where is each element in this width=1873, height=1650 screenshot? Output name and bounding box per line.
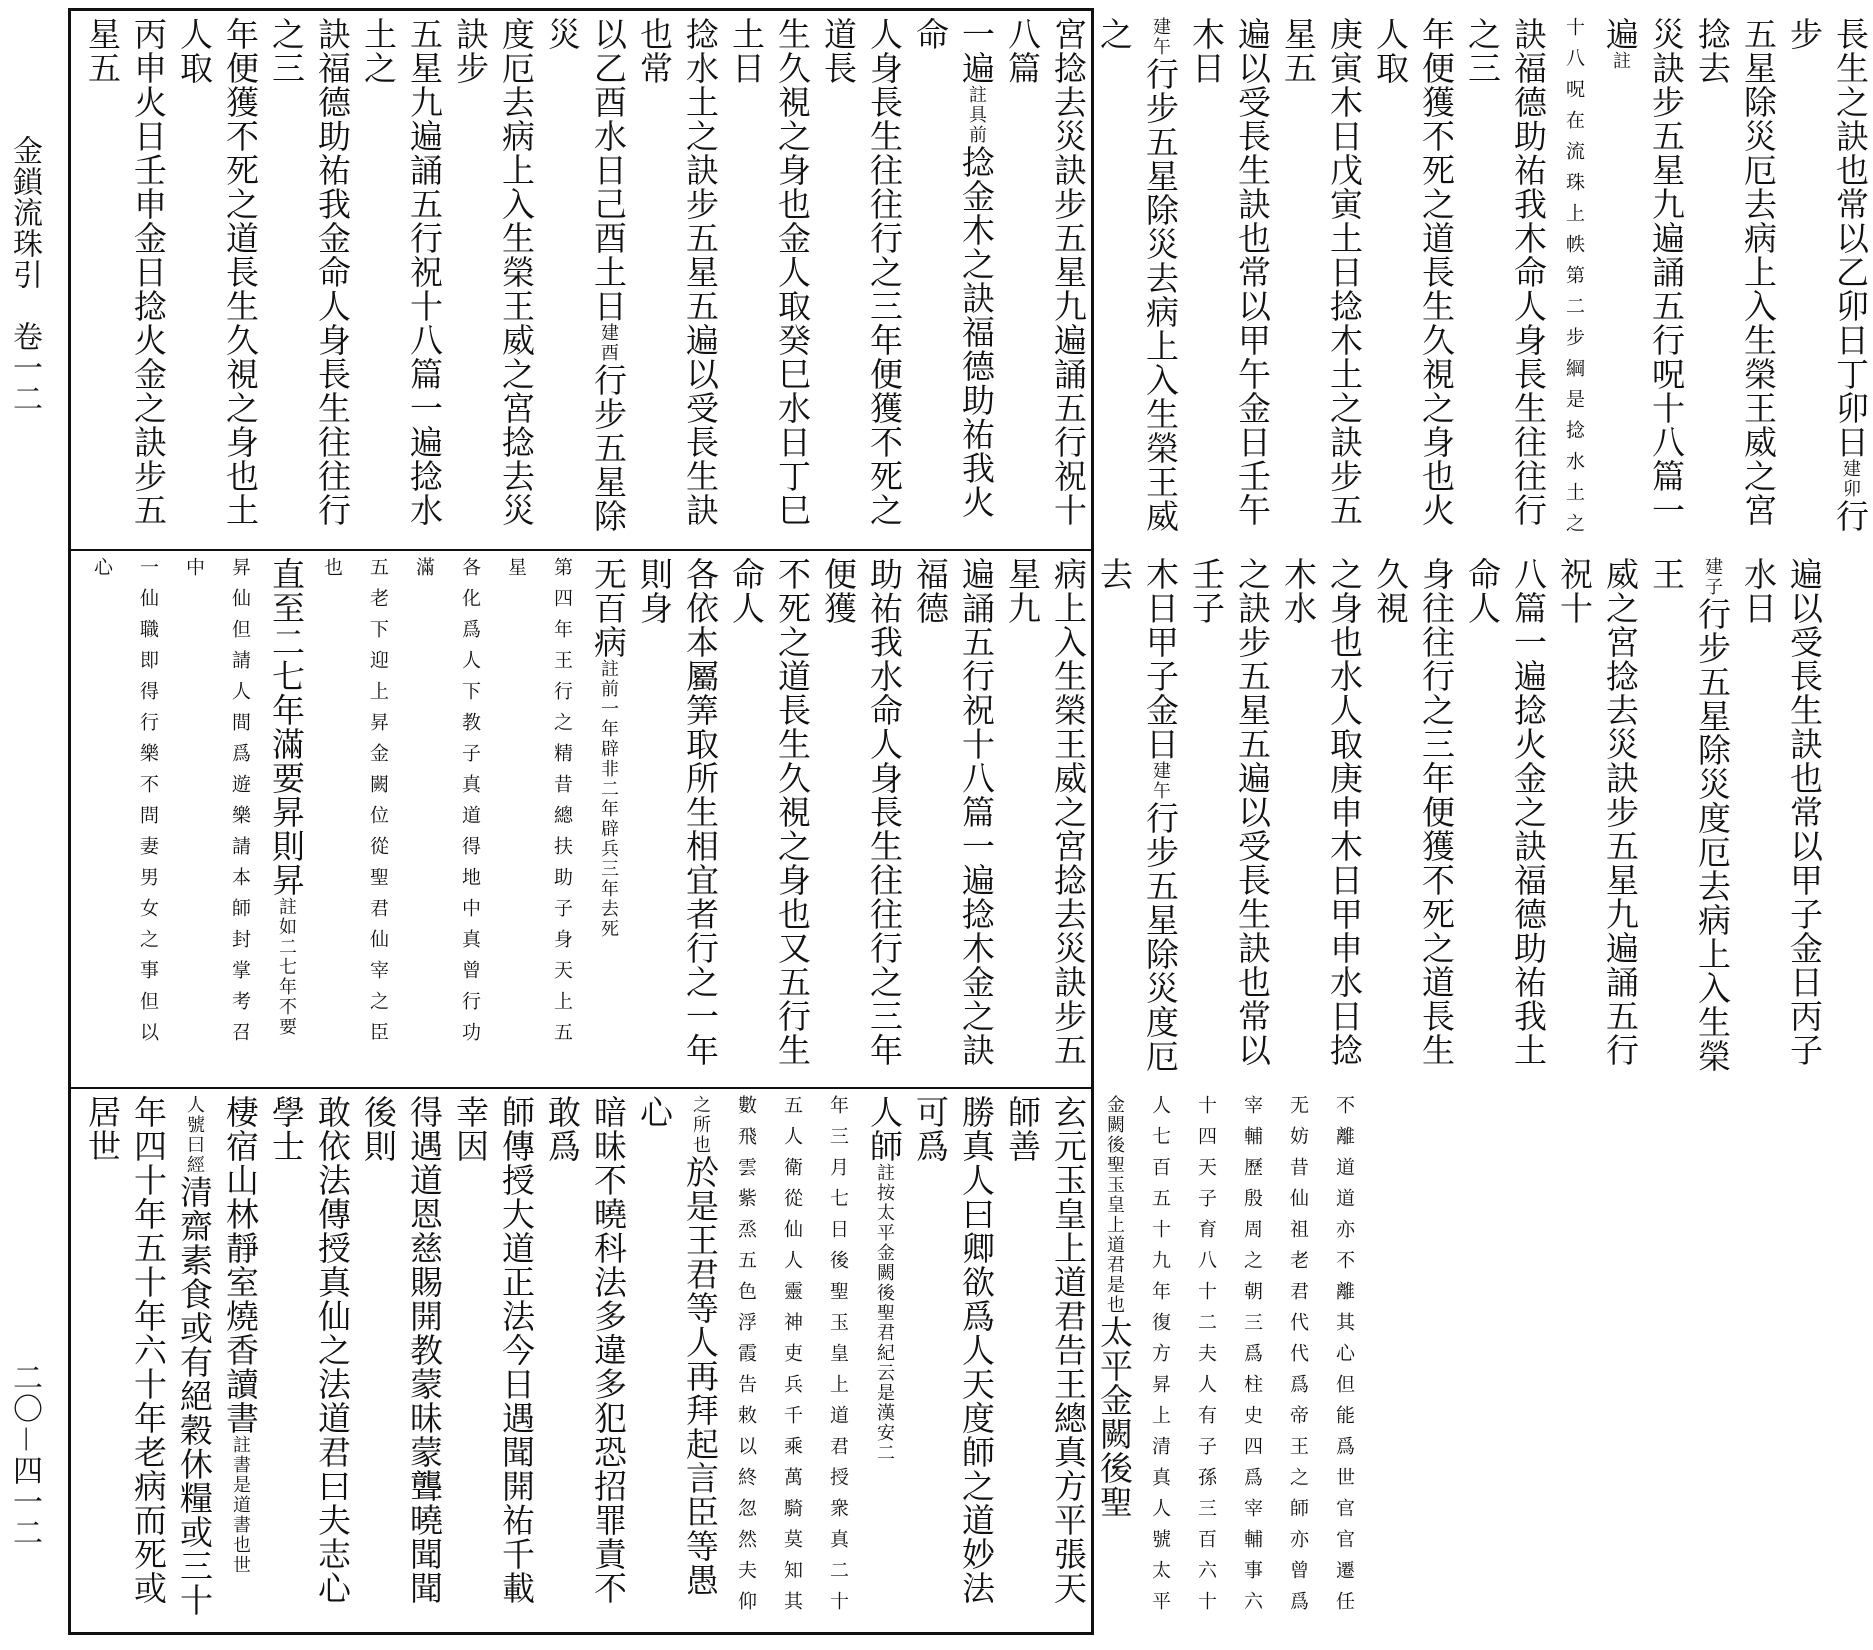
text-column: [1459, 17, 1551, 545]
column-text: 八篇一遍捻火金之訣福德助祐我土命人: [1463, 557, 1548, 1067]
text-column: [907, 1095, 999, 1628]
column-text: 災訣步五星九遍誦五行呪十八篇一遍: [1601, 17, 1686, 527]
column-text: 十八呪在流珠上帙第二步綱是: [1563, 17, 1585, 420]
column-text: 行步五星除災度厄去病上入生榮王: [1647, 557, 1732, 1073]
upper-block: [71, 11, 1870, 549]
column-text: 不死之道長生久視之身也又五行生命人: [727, 557, 812, 1067]
page-frame: [68, 8, 1870, 1635]
text-column: [1275, 1095, 1321, 1628]
text-column: [907, 557, 999, 1083]
column-text: 捻金木之訣福德助祐我火命: [911, 17, 996, 519]
text-column: [539, 1095, 631, 1628]
column-note: 註前一年辟非二年辟兵三年去死: [598, 659, 619, 939]
column-text: 丙申火日壬申金日捻火金之訣步五星五: [83, 17, 168, 527]
column-text: 五人衛從仙人靈神吏兵千乘萬騎莫知其: [781, 1095, 803, 1622]
text-column: [723, 557, 815, 1083]
text-column: [309, 557, 401, 1083]
text-column: [1091, 557, 1183, 1083]
column-text: 得遇道恩慈賜開教蒙昧蒙聾曉聞聞後則: [359, 1095, 444, 1605]
text-column: [355, 17, 447, 545]
text-column: [1551, 17, 1597, 545]
column-text: 一仙職即得行樂不問妻男女之事但以心: [91, 557, 159, 1053]
column-text: 之訣步五星五遍以受長生訣也常以壬子: [1187, 557, 1272, 1067]
text-column: [171, 557, 263, 1083]
text-column: [447, 17, 539, 545]
column-text: 十四天子育八十二夫人有子孫三百六十: [1195, 1095, 1217, 1622]
text-column: [493, 557, 585, 1083]
text-column: [1689, 17, 1781, 545]
text-column: [769, 1095, 815, 1628]
column-note: 註如二七年不要: [276, 897, 297, 1037]
column-text: 木日甲子金日: [1141, 557, 1180, 761]
text-column: [999, 17, 1091, 545]
text-column: [631, 1095, 723, 1628]
column-text: 之身也水人取庚申木日甲申水日捻木水: [1279, 557, 1364, 1067]
text-column: [1091, 1095, 1137, 1628]
column-text: 病上入生榮王威之宮捻去災訣步五星九: [1003, 557, 1088, 1067]
column-text: 年三月七日後聖玉皇上道君授衆真二十: [827, 1095, 849, 1622]
text-column: [263, 17, 355, 545]
column-text: 宰輔歷殷周之朝三爲柱史四爲宰輔事六: [1241, 1095, 1263, 1622]
book-title: 金鎖流珠引 卷一二: [7, 135, 42, 414]
text-column: [1459, 557, 1551, 1083]
text-column: [1597, 17, 1689, 545]
text-column: [217, 1095, 263, 1628]
column-text: 第四年王行之精昔總扶助子身天上五星: [505, 557, 573, 1053]
column-text: 生久視之身也金人取癸巳水日丁巳土日: [727, 17, 812, 527]
column-text: 勝真人曰卿欲爲人天度師之道妙法可爲: [911, 1095, 996, 1605]
column-text: 庚寅木日戊寅土日捻木土之訣步五星五: [1279, 17, 1364, 527]
column-note: 人號曰經: [184, 1095, 205, 1175]
column-note: 建酉: [598, 323, 619, 363]
text-column: [1367, 17, 1459, 545]
text-column: [1183, 17, 1275, 545]
text-column: [355, 1095, 447, 1628]
column-text: 各依本屬筭取所生相宜者行之一年則身: [635, 557, 720, 1067]
text-column: [1091, 17, 1183, 545]
column-text: 敢依法傳授真仙之法道君曰夫志心學士: [267, 1095, 352, 1605]
column-note: 註書是道書也世: [230, 1435, 251, 1575]
column-text: 五星除災厄去病上入生榮王威之宮捻去: [1693, 17, 1778, 527]
text-column: [263, 557, 309, 1083]
column-note: 建午: [1150, 761, 1171, 801]
column-text: 清齋素食或有絕穀休糧或三十: [175, 1175, 214, 1617]
text-column: [1643, 557, 1735, 1083]
column-text: 遍誦五行祝十八篇一遍捻木金之訣福德: [911, 557, 996, 1067]
lower-block-columns: [79, 1095, 1367, 1628]
column-text: 年便獲不死之道長生久視之身也土人取: [175, 17, 260, 527]
column-text: 人師: [865, 1095, 904, 1163]
column-note: 註: [1610, 51, 1631, 71]
column-text: 威之宮捻去災訣步五星九遍誦五行祝十: [1555, 557, 1640, 1067]
text-column: [1735, 557, 1827, 1083]
column-text: 各化爲人下教子真道得地中真曾行功滿: [413, 557, 481, 1053]
column-text: 行步: [1785, 17, 1870, 533]
column-text: 昇仙但請人間爲遊樂請本師封掌考召中: [183, 557, 251, 1053]
column-note: 註具前: [966, 85, 987, 145]
text-column: [1321, 1095, 1367, 1628]
column-text: 訣福德助祐我金命人身長生往往行之三: [267, 17, 352, 527]
column-text: 長生之訣也常以乙卯日丁卯日: [1831, 17, 1870, 459]
text-column: [999, 1095, 1091, 1628]
column-text: 宮捻去災訣步五星九遍誦五行祝十八篇: [1003, 17, 1088, 527]
text-column: [815, 1095, 861, 1628]
column-text: 遍以受長生訣也常以甲午金日壬午木日: [1187, 17, 1272, 527]
middle-block: [71, 549, 1824, 1087]
text-column: [539, 17, 631, 545]
column-text: 太平金闕後聖: [1095, 1315, 1134, 1519]
text-column: [1137, 1095, 1183, 1628]
text-column: [401, 557, 493, 1083]
column-text: 遍以受長生訣也常以甲子金日丙子水日: [1739, 557, 1824, 1067]
text-column: [1275, 17, 1367, 545]
column-text: 无妨昔仙祖老君代代爲帝王之師亦曾爲: [1287, 1095, 1309, 1622]
column-text: 不離道道亦不離其心但能爲世官官遷任: [1333, 1095, 1355, 1622]
column-text: 暗昧不曉科法多違多犯恐招罪責不敢爲: [543, 1095, 628, 1605]
column-text: 五星九遍誦五行祝十八篇一遍捻水土之: [359, 17, 444, 527]
column-text: 五老下迎上昇金闕位從聖君仙宰之臣也: [321, 557, 389, 1053]
column-note: 之所也: [690, 1095, 711, 1155]
text-column: [263, 1095, 355, 1628]
middle-block-columns: [79, 557, 1827, 1083]
column-text: 一遍: [957, 17, 996, 85]
text-column: [1229, 1095, 1275, 1628]
column-text: 於是王君等人再拜起言臣等愚心: [635, 1095, 720, 1597]
column-text: 捻水土之: [1563, 420, 1585, 544]
column-text: 行步五星除災: [543, 17, 628, 533]
text-column: [171, 1095, 217, 1628]
page-number: 二〇－四一二: [7, 1362, 42, 1548]
column-text: 度厄去病上入生榮王威之宮捻去災訣步: [451, 17, 536, 527]
column-text: 行步五星除災去病上入生榮王威之: [1095, 17, 1180, 533]
column-text: 師傳授大道正法今日遇聞開祐千載幸因: [451, 1095, 536, 1605]
text-column: [1781, 17, 1873, 545]
column-text: 人身長生往往行之三年便獲不死之道長: [819, 17, 904, 527]
text-column: [631, 557, 723, 1083]
text-column: [861, 1095, 907, 1628]
column-text: 數飛雲紫烝五色浮霞告敕以終忽然夫仰: [735, 1095, 757, 1622]
column-note: 建午: [1150, 17, 1171, 57]
text-column: [79, 1095, 171, 1628]
upper-block-columns: [79, 17, 1873, 545]
column-note: 金闕後聖玉皇上道君是也: [1104, 1095, 1125, 1315]
text-column: [907, 17, 999, 545]
text-column: [1183, 557, 1275, 1083]
text-column: [79, 17, 171, 545]
column-text: 行步五星除災度厄去: [1095, 557, 1180, 1073]
text-column: [723, 1095, 769, 1628]
column-text: 人七百五十九年復方昇上清真人號太平: [1149, 1095, 1171, 1622]
text-column: [171, 17, 263, 545]
column-note: 建卯: [1840, 459, 1861, 499]
text-column: [631, 17, 723, 545]
column-text: 以乙酉水日己酉土日: [589, 17, 628, 323]
text-column: [1551, 557, 1643, 1083]
column-text: 棲宿山林靜室燒香讀書: [221, 1095, 260, 1435]
column-text: 年四十年五十年六十年老病而死或居世: [83, 1095, 168, 1605]
column-text: 捻水土之訣步五星五遍以受長生訣也常: [635, 17, 720, 527]
column-note: 建子: [1702, 557, 1723, 597]
text-column: [815, 17, 907, 545]
text-column: [447, 1095, 539, 1628]
text-column: [999, 557, 1091, 1083]
text-column: [1275, 557, 1367, 1083]
column-text: 助祐我水命人身長生往往行之三年便獲: [819, 557, 904, 1067]
column-text: 訣福德助祐我木命人身長生往往行之三: [1463, 17, 1548, 527]
lower-block: [71, 1087, 1355, 1632]
column-note: 註按太平金闕後聖君紀云是漢安二: [874, 1163, 895, 1463]
column-text: 玄元玉皇上道君告王總真方平張天師善: [1003, 1095, 1088, 1605]
text-column: [79, 557, 171, 1083]
column-text: 直至二七年滿要昇則昇: [267, 557, 306, 897]
column-text: 无百病: [589, 557, 628, 659]
text-column: [1183, 1095, 1229, 1628]
text-column: [1367, 557, 1459, 1083]
text-column: [723, 17, 815, 545]
column-text: 年便獲不死之道長生久視之身也火人取: [1371, 17, 1456, 527]
column-text: 身往往行之三年便獲不死之道長生久視: [1371, 557, 1456, 1067]
text-column: [815, 557, 907, 1083]
text-column: [585, 557, 631, 1083]
